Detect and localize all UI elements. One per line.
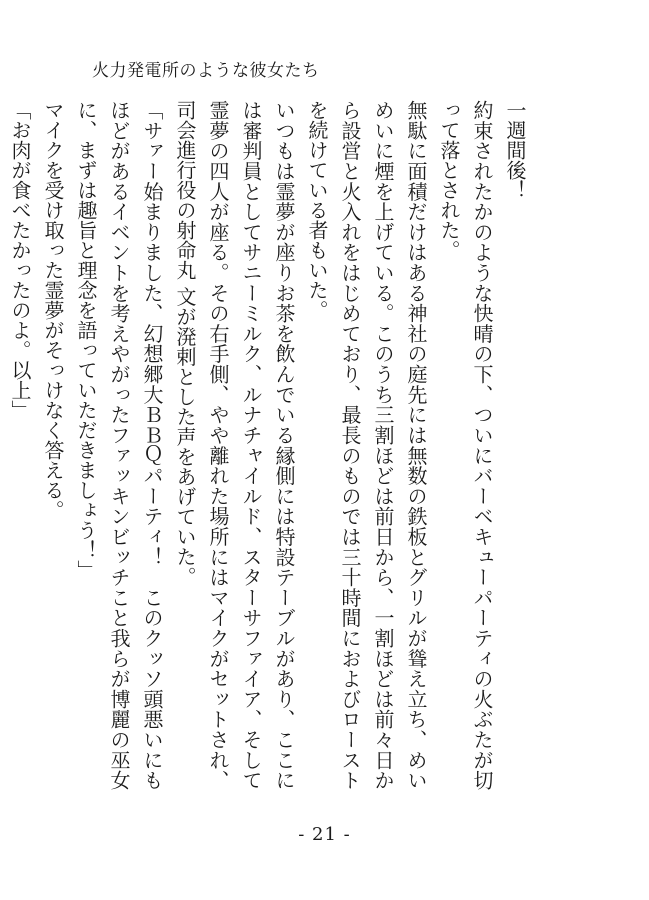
page-number: - 21 - — [298, 824, 351, 845]
paragraph: 「お肉が食べたかったのよ。以上」 — [8, 100, 32, 420]
paragraph: いつもは霊夢が座りお茶を飲んでいる縁側には特設テーブルがあり、ここには審判員としてサニーミルク、ルナチャイルド、スターサファイア、そして霊夢の四人が座る。その右手側、やや離れた場所にはマイクがセットされ、司会進行役の射命丸 文が溌剌とした声をあげていた。 — [173, 100, 296, 790]
running-header: 火力発電所のような彼女たち — [92, 61, 320, 81]
paragraph: マイクを受け取った霊夢がそっけなく答える。 — [41, 100, 65, 520]
paragraph: 一週間後！ — [503, 100, 527, 200]
body-text — [8, 100, 531, 791]
paragraph: 約束されたかのような快晴の下、ついにバーベキューパーティの火ぶたが切って落とされた。 — [437, 100, 494, 790]
paragraph — [0, 100, 3, 790]
paragraph: 無駄に面積だけはある神社の庭先には無数の鉄板とグリルが聳え立ち、めいめいに煙を上げている。このうち三割ほどは前日から、一割ほどは前々日から設営と火入れをはじめており、最長のものでは三十時間におよびローストを続けている者もいた。 — [305, 100, 428, 790]
paragraph: 「サァー始まりました、幻想郷大ＢＢＱパーティ！ このクッソ頭悪いにもほどがあるイベントを考えやがったファッキンビッチこと我らが博麗の巫女に、まずは趣旨と理念を語っていただきましょう！」 — [74, 100, 164, 791]
